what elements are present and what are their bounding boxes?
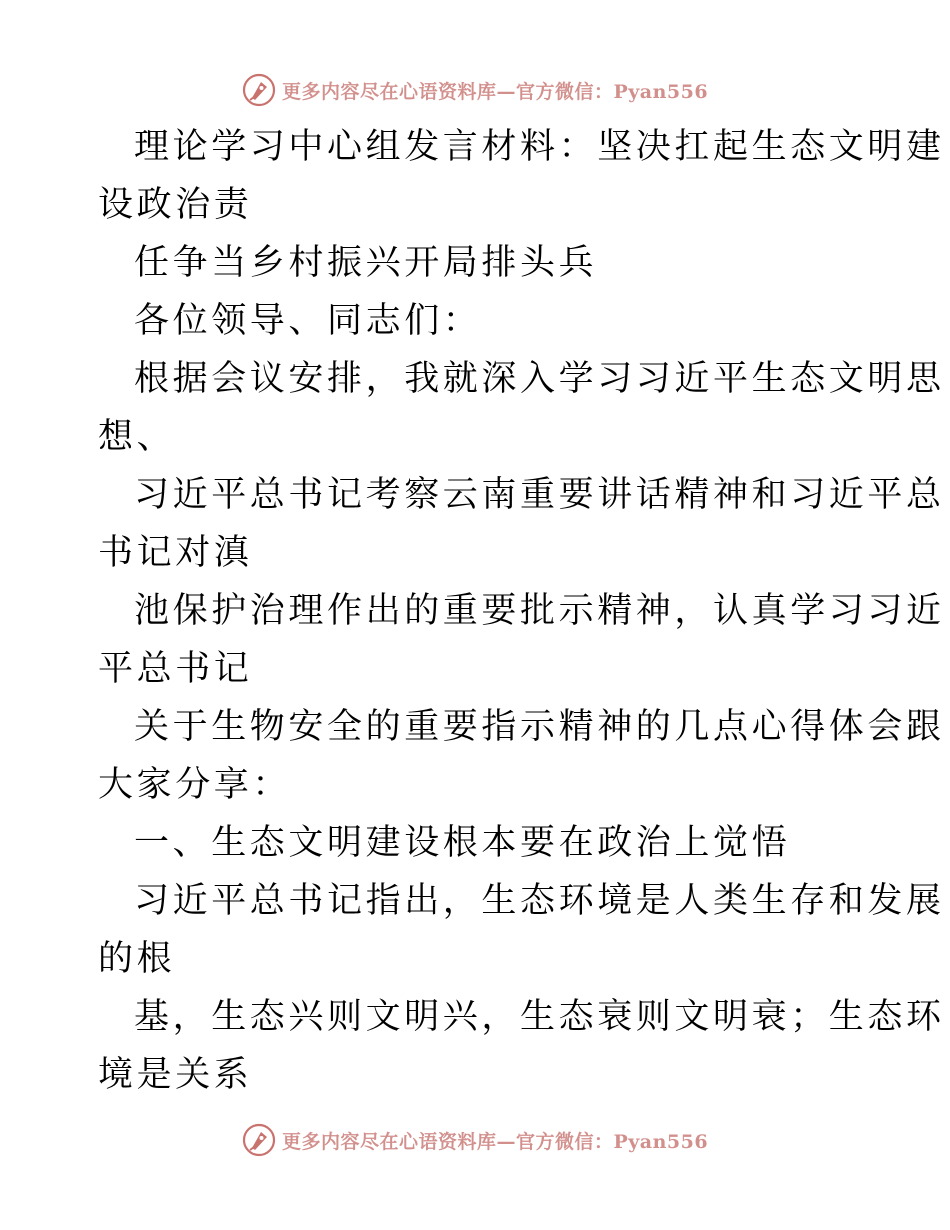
text-line: 书记对滇	[98, 533, 253, 573]
pen-nib-icon	[242, 1123, 276, 1157]
text-line: 各位领导、同志们：	[134, 301, 482, 341]
text-line: 平总书记	[98, 649, 253, 689]
text-line: 理论学习中心组发言材料：坚决扛起生态文明建	[134, 127, 945, 167]
text-line: 大家分享：	[98, 765, 292, 805]
text-line: 习近平总书记考察云南重要讲话精神和习近平总	[134, 475, 945, 515]
text-line: 习近平总书记指出，生态环境是人类生存和发展	[134, 881, 945, 921]
text-line: 关于生物安全的重要指示精神的几点心得体会跟	[134, 707, 945, 747]
footer-banner	[0, 1120, 950, 1160]
text-line: 一、生态文明建设根本要在政治上觉悟	[134, 823, 791, 863]
header-banner-text: 更多内容尽在心语资料库—官方微信：Pyan556	[281, 80, 709, 103]
text-line: 任争当乡村振兴开局排头兵	[134, 243, 598, 283]
text-line: 根据会议安排，我就深入学习习近平生态文明思	[134, 359, 945, 399]
text-line: 设政治责	[98, 185, 253, 225]
document-body	[98, 118, 945, 1104]
text-line: 池保护治理作出的重要批示精神，认真学习习近	[134, 591, 945, 631]
text-line: 的根	[98, 939, 176, 979]
text-line: 想、	[98, 417, 176, 457]
text-line: 境是关系	[98, 1055, 253, 1095]
text-line: 基，生态兴则文明兴，生态衰则文明衰；生态环	[134, 997, 945, 1037]
header-banner	[0, 70, 950, 110]
footer-banner-text: 更多内容尽在心语资料库—官方微信：Pyan556	[281, 1130, 709, 1153]
pen-nib-icon	[242, 73, 276, 107]
